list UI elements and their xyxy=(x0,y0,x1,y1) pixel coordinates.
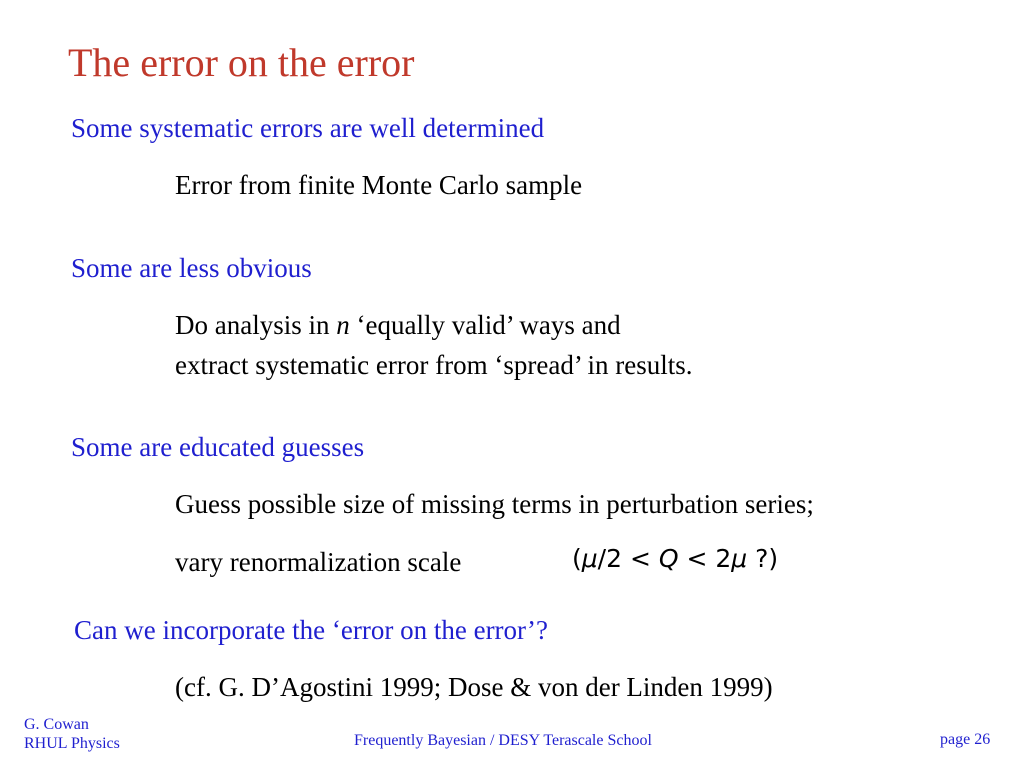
renormalization-formula xyxy=(572,544,778,573)
section-4-line-1: (cf. G. D’Agostini 1999; Dose & von der Linden 1999) xyxy=(175,672,773,702)
formula-open: ( xyxy=(572,544,582,573)
section-3-heading: Some are educated guesses xyxy=(71,432,365,462)
section-2-heading: Some are less obvious xyxy=(71,253,312,283)
section-1-line-1: Error from finite Monte Carlo sample xyxy=(175,170,583,200)
section-3-line-1: Guess possible size of missing terms in perturbation series; xyxy=(175,489,814,519)
footer-author-name: G. Cowan xyxy=(24,716,89,733)
variable-n: n xyxy=(336,310,350,340)
formula-mu-2: μ xyxy=(731,544,748,573)
footer-author xyxy=(24,715,120,753)
formula-part-1: /2 < xyxy=(597,544,659,573)
formula-part-3: ?) xyxy=(747,544,779,573)
section-4-heading: Can we incorporate the ‘error on the error’? xyxy=(74,615,549,645)
footer-title: Frequently Bayesian / DESY Terascale School xyxy=(354,732,652,749)
section-2-line-2: extract systematic error from ‘spread’ in results. xyxy=(175,350,693,380)
section-2-line-1 xyxy=(175,309,621,341)
section-2-line-1-before: Do analysis in xyxy=(175,310,337,340)
footer-page-number: page 26 xyxy=(940,731,991,748)
formula-mu: μ xyxy=(581,544,598,573)
section-1-heading: Some systematic errors are well determined xyxy=(71,113,545,143)
slide-title: The error on the error xyxy=(68,40,415,85)
section-3-line-2: vary renormalization scale xyxy=(175,547,462,577)
formula-part-2: < 2 xyxy=(678,544,732,573)
formula-q: Q xyxy=(658,544,679,573)
footer-author-affiliation: RHUL Physics xyxy=(24,735,120,753)
section-2-line-1-after: ‘equally valid’ ways and xyxy=(349,310,621,340)
